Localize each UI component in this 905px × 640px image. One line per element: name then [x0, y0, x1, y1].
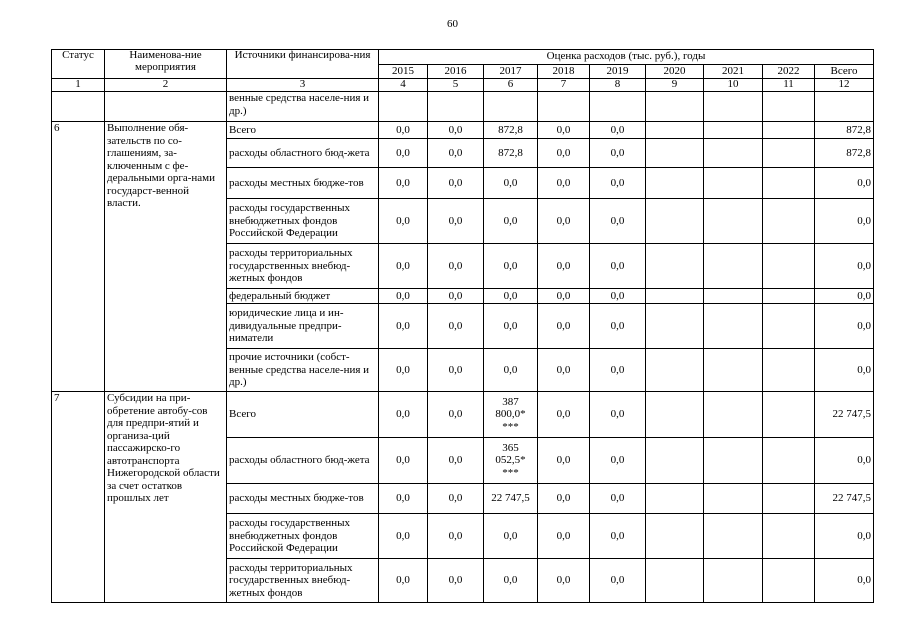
year-value: 0,0 [538, 349, 590, 392]
year-value [704, 514, 763, 559]
col-number: 8 [590, 79, 646, 92]
col-number: 10 [704, 79, 763, 92]
year-value [646, 168, 704, 199]
year-value [704, 349, 763, 392]
source-label: венные средства населе-ния и др.) [227, 92, 379, 122]
year-value: 0,0 [538, 289, 590, 304]
year-value: 0,0 [484, 559, 538, 603]
year-value: 0,0 [484, 304, 538, 349]
year-value: 0,0 [379, 349, 428, 392]
year-value [646, 349, 704, 392]
col-number: 3 [227, 79, 379, 92]
table-row [52, 392, 874, 438]
year-value: 0,0 [538, 199, 590, 244]
year-value: 0,0 [428, 349, 484, 392]
source-label: прочие источники (собст-венные средства населе-ния и др.) [227, 349, 379, 392]
source-label: расходы местных бюдже-тов [227, 168, 379, 199]
year-value [763, 244, 815, 289]
year-value [704, 304, 763, 349]
year-value: 0,0 [379, 199, 428, 244]
source-label: Всего [227, 392, 379, 438]
year-value: 0,0 [538, 514, 590, 559]
year-value: 872,8 [484, 139, 538, 168]
year-value: 0,0 [590, 349, 646, 392]
year-value [646, 289, 704, 304]
expenditure-table [51, 49, 874, 603]
col-number: 6 [484, 79, 538, 92]
year-value: 22 747,5 [484, 484, 538, 514]
col-number: 12 [815, 79, 874, 92]
total-value: 0,0 [815, 289, 874, 304]
col-number: 2 [105, 79, 227, 92]
total-value: 0,0 [815, 244, 874, 289]
year-value: 0,0 [538, 168, 590, 199]
source-label: расходы областного бюд-жета [227, 438, 379, 484]
year-value [646, 392, 704, 438]
year-value: 0,0 [538, 122, 590, 139]
year-value [704, 244, 763, 289]
status-cell: 7 [52, 392, 105, 603]
year-value: 0,0 [484, 168, 538, 199]
year-value: 0,0 [428, 304, 484, 349]
year-value: 0,0 [484, 199, 538, 244]
year-value [704, 392, 763, 438]
header-year: 2017 [484, 65, 538, 79]
year-value: 0,0 [379, 438, 428, 484]
total-value: 0,0 [815, 304, 874, 349]
year-value: 0,0 [590, 484, 646, 514]
year-value [646, 122, 704, 139]
header-year: 2015 [379, 65, 428, 79]
group-6 [52, 122, 874, 392]
source-label: расходы территориальных государственных внебюд-жетных фондов [227, 559, 379, 603]
year-value: 0,0 [590, 514, 646, 559]
col-number: 4 [379, 79, 428, 92]
year-value [646, 304, 704, 349]
year-value [704, 484, 763, 514]
total-value: 22 747,5 [815, 484, 874, 514]
col-number: 5 [428, 79, 484, 92]
header-status: Статус [52, 50, 105, 79]
source-label: федеральный бюджет [227, 289, 379, 304]
header-name: Наименова-ние мероприятия [105, 50, 227, 79]
year-value: 0,0 [590, 168, 646, 199]
year-value: 0,0 [379, 122, 428, 139]
measure-name: Выполнение обя-зательств по со-глашениям, за-ключенным с фе-деральными орга-нами государст-венной власти. [105, 122, 227, 392]
total-value: 0,0 [815, 514, 874, 559]
year-value: 0,0 [484, 244, 538, 289]
year-value: 0,0 [428, 484, 484, 514]
year-value: 0,0 [538, 484, 590, 514]
header-estimate: Оценка расходов (тыс. руб.), годы [379, 50, 874, 65]
year-value: 0,0 [379, 244, 428, 289]
measure-name: Субсидии на при-обретение автобу-сов для предпри-ятий и организа-ций пассажирско-го автотранспорта Нижегородской области за счет остатков прошлых лет [105, 392, 227, 603]
year-value [763, 304, 815, 349]
total-value: 0,0 [815, 349, 874, 392]
year-value: 0,0 [538, 438, 590, 484]
year-value [704, 559, 763, 603]
table-row [52, 122, 874, 139]
header-year: 2021 [704, 65, 763, 79]
year-value: 0,0 [590, 289, 646, 304]
year-value [763, 514, 815, 559]
year-value [704, 289, 763, 304]
year-value: 0,0 [379, 304, 428, 349]
year-value [763, 199, 815, 244]
year-value [763, 392, 815, 438]
year-value [704, 438, 763, 484]
year-value: 0,0 [538, 304, 590, 349]
year-value [704, 139, 763, 168]
year-value [763, 484, 815, 514]
source-label: расходы государственных внебюджетных фондов Российской Федерации [227, 199, 379, 244]
col-number: 7 [538, 79, 590, 92]
year-value: 0,0 [538, 244, 590, 289]
year-value: 0,0 [428, 199, 484, 244]
year-value: 0,0 [379, 289, 428, 304]
group-7 [52, 392, 874, 603]
year-value: 0,0 [428, 392, 484, 438]
source-label: юридические лица и ин-дивидуальные предпри-ниматели [227, 304, 379, 349]
header-sources: Источники финансирова-ния [227, 50, 379, 79]
year-value [646, 559, 704, 603]
year-value: 0,0 [538, 139, 590, 168]
header-year: 2016 [428, 65, 484, 79]
year-value: 0,0 [428, 122, 484, 139]
year-value [646, 199, 704, 244]
source-label: расходы областного бюд-жета [227, 139, 379, 168]
year-value: 872,8 [484, 122, 538, 139]
year-value: 0,0 [590, 122, 646, 139]
source-label: Всего [227, 122, 379, 139]
year-value [646, 484, 704, 514]
status-cell: 6 [52, 122, 105, 392]
total-value: 872,8 [815, 122, 874, 139]
year-value: 0,0 [379, 139, 428, 168]
total-value: 0,0 [815, 168, 874, 199]
year-value: 0,0 [428, 168, 484, 199]
source-label: расходы государственных внебюджетных фондов Российской Федерации [227, 514, 379, 559]
year-value [646, 438, 704, 484]
year-value: 0,0 [484, 514, 538, 559]
year-value: 0,0 [379, 392, 428, 438]
year-value: 0,0 [428, 438, 484, 484]
total-value: 0,0 [815, 559, 874, 603]
year-value [646, 139, 704, 168]
year-value: 0,0 [379, 168, 428, 199]
year-value: 0,0 [590, 199, 646, 244]
year-value: 0,0 [379, 559, 428, 603]
year-value: 0,0 [590, 304, 646, 349]
year-value [763, 122, 815, 139]
year-value [646, 244, 704, 289]
header-total: Всего [815, 65, 874, 79]
year-value: 0,0 [590, 139, 646, 168]
year-value [646, 514, 704, 559]
year-value [704, 199, 763, 244]
year-value: 0,0 [590, 392, 646, 438]
year-value [763, 289, 815, 304]
header-year: 2022 [763, 65, 815, 79]
year-value: 0,0 [428, 559, 484, 603]
year-value [704, 122, 763, 139]
total-value: 0,0 [815, 199, 874, 244]
source-label: расходы территориальных государственных внебюд-жетных фондов [227, 244, 379, 289]
header-year: 2020 [646, 65, 704, 79]
year-value: 0,0 [538, 392, 590, 438]
header-year: 2018 [538, 65, 590, 79]
col-number: 9 [646, 79, 704, 92]
year-value: 0,0 [484, 349, 538, 392]
source-label: расходы местных бюдже-тов [227, 484, 379, 514]
col-number: 11 [763, 79, 815, 92]
year-value [763, 438, 815, 484]
year-value [763, 168, 815, 199]
year-value: 0,0 [590, 244, 646, 289]
table-row [52, 92, 874, 122]
year-value: 0,0 [379, 514, 428, 559]
year-value: 0,0 [590, 559, 646, 603]
year-value: 365 052,5* *** [484, 438, 538, 484]
total-value: 872,8 [815, 139, 874, 168]
year-value [704, 168, 763, 199]
header-year: 2019 [590, 65, 646, 79]
year-value: 0,0 [428, 514, 484, 559]
year-value: 0,0 [379, 484, 428, 514]
year-value: 0,0 [538, 559, 590, 603]
year-value: 0,0 [428, 289, 484, 304]
col-number: 1 [52, 79, 105, 92]
year-value [763, 139, 815, 168]
year-value: 0,0 [484, 289, 538, 304]
year-value [763, 349, 815, 392]
year-value: 0,0 [428, 244, 484, 289]
page-number: 60 [447, 18, 458, 30]
year-value: 387 800,0* *** [484, 392, 538, 438]
year-value [763, 559, 815, 603]
year-value: 0,0 [428, 139, 484, 168]
total-value: 0,0 [815, 438, 874, 484]
year-value: 0,0 [590, 438, 646, 484]
total-value: 22 747,5 [815, 392, 874, 438]
